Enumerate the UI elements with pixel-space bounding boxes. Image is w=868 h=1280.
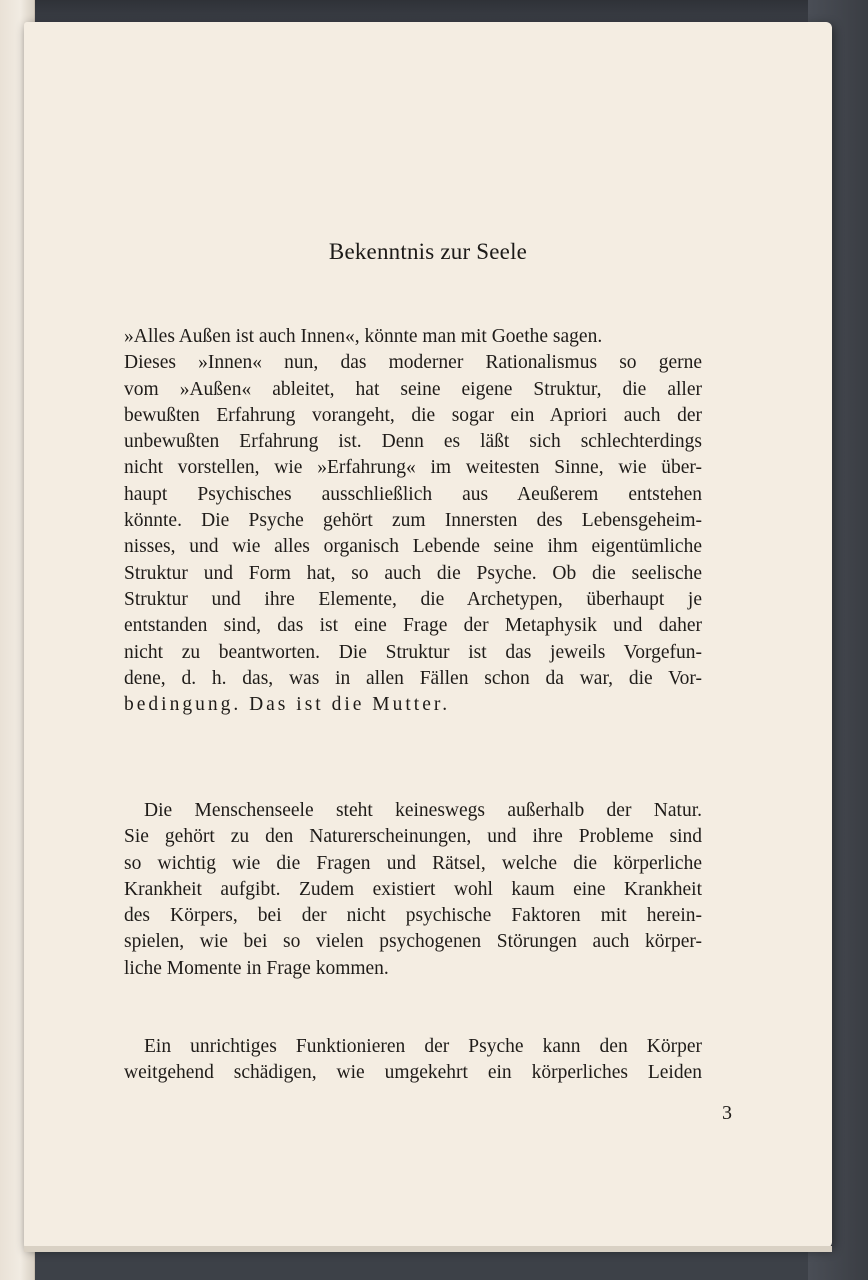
text-line: Krankheit aufgibt. Zudem existiert wohl kaum eine Krankheit bbox=[124, 878, 702, 900]
text-line: Ein unrichtiges Funktionieren der Psyche kann den Körper bbox=[144, 1036, 702, 1057]
text-line: haupt Psychisches ausschließlich aus Aeußerem entstehen bbox=[124, 483, 702, 505]
text-line: Struktur und Form hat, so auch die Psyche. Ob die seelische bbox=[124, 562, 702, 584]
text-line: dene, d. h. das, was in allen Fällen schon da war, die Vor- bbox=[124, 667, 702, 689]
text-line: vom »Außen« ableitet, hat seine eigene Struktur, die aller bbox=[124, 378, 702, 400]
text-line: liche Momente in Frage kommen. bbox=[124, 957, 389, 979]
text-line: bewußten Erfahrung vorangeht, die sogar ein Apriori auch der bbox=[124, 404, 702, 426]
text-line: Die Menschenseele steht keineswegs außerhalb der Natur. bbox=[144, 800, 702, 821]
page-number: 3 bbox=[722, 1102, 732, 1124]
paragraph-2 bbox=[124, 798, 702, 982]
text-line: nisses, und wie alles organisch Lebende seine ihm eigentümliche bbox=[124, 536, 702, 558]
paragraph-1 bbox=[124, 324, 702, 718]
page-title: Bekenntnis zur Seele bbox=[328, 239, 528, 265]
text-line: Sie gehört zu den Naturerscheinungen, und ihre Probleme sind bbox=[124, 826, 702, 848]
text-line: so wichtig wie die Fragen und Rätsel, welche die körperliche bbox=[124, 852, 702, 874]
text-line: des Körpers, bei der nicht psychische Faktoren mit herein- bbox=[124, 905, 702, 927]
page-bottom-edge bbox=[24, 1246, 832, 1252]
text-line: unbewußten Erfahrung ist. Denn es läßt sich schlechterdings bbox=[124, 431, 702, 453]
paragraph-3 bbox=[124, 1034, 702, 1087]
text-line: bedingung. Das ist die Mutter. bbox=[124, 694, 451, 716]
text-line: entstanden sind, das ist eine Frage der Metaphysik und daher bbox=[124, 615, 702, 637]
text-line: nicht zu beantworten. Die Struktur ist das jeweils Vorgefun- bbox=[124, 641, 702, 663]
text-line: nicht vorstellen, wie »Erfahrung« im weitesten Sinne, wie über- bbox=[124, 457, 702, 479]
book-page bbox=[24, 22, 832, 1248]
text-line: weitgehend schädigen, wie umgekehrt ein körperliches Leiden bbox=[124, 1062, 702, 1084]
text-line: »Alles Außen ist auch Innen«, könnte man mit Goethe sagen. bbox=[124, 326, 603, 347]
text-line: spielen, wie bei so vielen psychogenen Störungen auch körper- bbox=[124, 931, 702, 953]
text-line: könnte. Die Psyche gehört zum Innersten des Lebensgeheim- bbox=[124, 510, 702, 532]
text-line: Dieses »Innen« nun, das moderner Rationalismus so gerne bbox=[124, 352, 702, 374]
text-line: Struktur und ihre Elemente, die Archetypen, überhaupt je bbox=[124, 588, 702, 610]
